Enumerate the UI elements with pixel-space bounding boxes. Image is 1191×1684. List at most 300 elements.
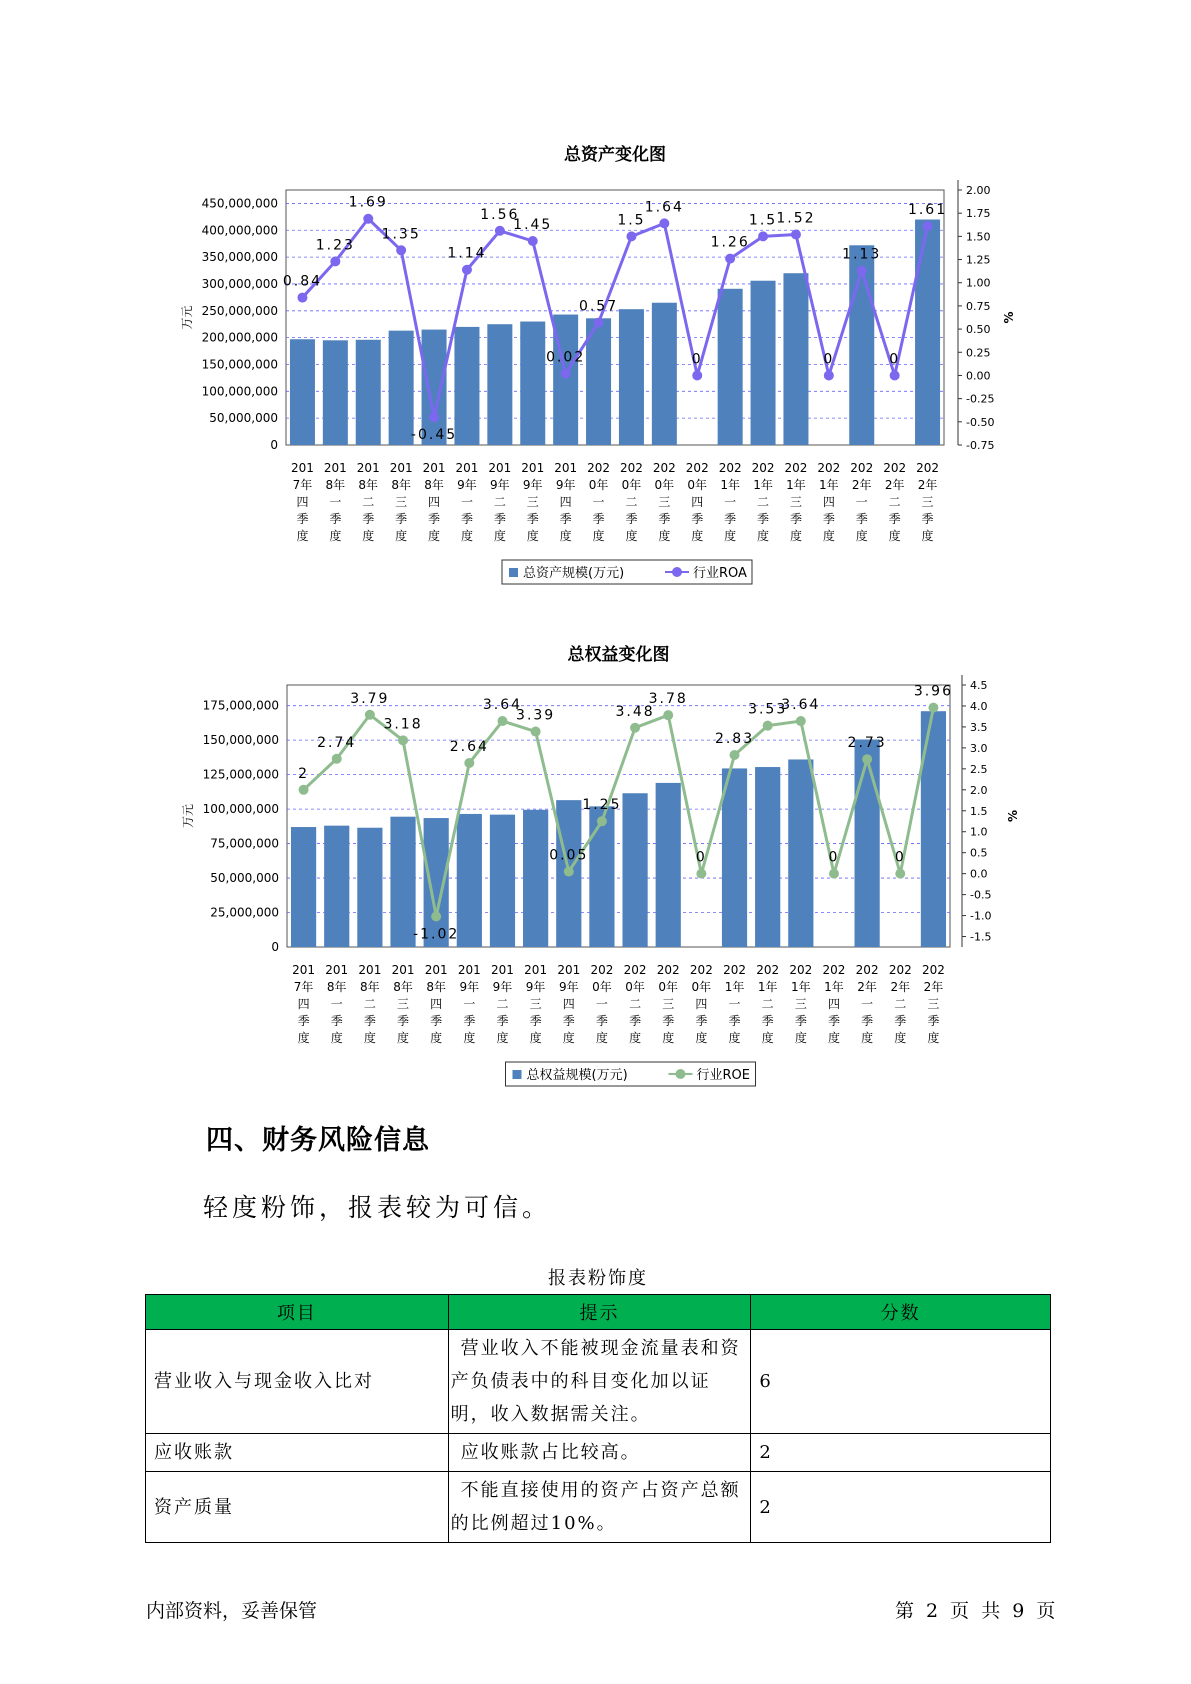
data-label: 2.74: [317, 734, 357, 751]
right-tick-label: 0.00: [966, 369, 991, 383]
left-tick-label: 250,000,000: [201, 303, 278, 318]
line-point: [696, 869, 706, 879]
right-tick-label: 0.75: [966, 299, 991, 313]
right-tick-label: -0.75: [966, 439, 995, 452]
category-label: 度: [662, 1031, 675, 1045]
right-axis-title: %: [1002, 311, 1016, 324]
category-label: 202: [789, 963, 813, 977]
category-label: 0年: [621, 478, 642, 492]
data-label: 0: [889, 351, 901, 368]
bar: [755, 767, 780, 947]
category-label: 202: [756, 963, 780, 977]
line-point: [462, 265, 472, 275]
category-label: 季: [921, 512, 934, 526]
data-label: 1.69: [348, 194, 388, 211]
category-label: 1年: [724, 980, 745, 994]
category-label: 一: [329, 495, 342, 509]
category-label: 季: [757, 512, 770, 526]
risk-table: [145, 1294, 1051, 1543]
right-tick-label: 4.0: [970, 699, 988, 713]
category-label: 9年: [492, 980, 513, 994]
right-tick-label: 0.0: [970, 867, 988, 881]
chart-title: 总权益变化图: [567, 645, 670, 665]
category-label: 季: [559, 512, 572, 526]
category-label: 9年: [522, 478, 543, 492]
data-label: 0: [691, 351, 703, 368]
row-item: 应收账款: [146, 1434, 449, 1472]
category-label: 201: [557, 963, 581, 977]
category-label: 1年: [791, 980, 811, 994]
line-point: [594, 318, 604, 328]
category-label: 度: [757, 529, 770, 543]
category-label: 二: [894, 997, 907, 1011]
category-label: 7年: [293, 980, 314, 994]
right-tick-label: 4.5: [970, 679, 988, 692]
data-label: 0.02: [546, 349, 586, 366]
data-label: 0: [695, 849, 707, 866]
data-label: 1.45: [513, 217, 553, 233]
category-label: 二: [629, 997, 642, 1011]
line-point: [528, 236, 538, 246]
legend-bar-swatch: [513, 1070, 522, 1079]
category-label: 度: [861, 1031, 874, 1045]
category-label: 三: [526, 495, 539, 509]
table-row: [146, 1330, 1051, 1434]
legend-bar-label: 总资产规模(万元): [523, 566, 625, 581]
category-label: 202: [883, 461, 907, 475]
category-label: 季: [362, 512, 375, 526]
data-label: 3.53: [748, 701, 788, 718]
data-label: 0: [828, 849, 840, 866]
line-point: [297, 293, 307, 303]
bar: [324, 826, 349, 947]
category-label: 一: [592, 495, 605, 509]
category-label: 度: [592, 529, 605, 543]
category-label: 二: [362, 495, 375, 509]
footer-confidential: 内部资料，妥善保管: [146, 1600, 318, 1622]
category-label: 9年: [490, 478, 510, 492]
data-label: 1.25: [582, 797, 622, 814]
category-label: 202: [623, 963, 647, 977]
bar: [783, 273, 808, 445]
category-label: 201: [356, 461, 380, 475]
category-label: 一: [595, 997, 608, 1011]
bar: [454, 327, 479, 445]
category-label: 度: [625, 529, 638, 543]
line-point: [630, 723, 640, 733]
category-label: 201: [292, 963, 316, 977]
left-tick-label: 400,000,000: [201, 223, 278, 238]
line-point: [824, 370, 834, 380]
category-label: 202: [916, 461, 940, 475]
data-label: 3.39: [516, 707, 556, 724]
category-label: 8年: [391, 478, 411, 492]
line-point: [730, 750, 740, 760]
right-tick-label: 2.5: [970, 762, 988, 776]
category-label: 202: [689, 963, 713, 977]
line-point: [895, 869, 905, 879]
line-point: [890, 370, 900, 380]
category-label: 201: [422, 461, 446, 475]
category-label: 四: [297, 997, 310, 1011]
category-label: 度: [296, 529, 309, 543]
category-label: 0年: [588, 478, 609, 492]
legend-line-marker: [676, 1069, 686, 1079]
line-point: [626, 231, 636, 241]
bar: [356, 340, 381, 445]
right-tick-label: 3.0: [970, 741, 988, 755]
category-label: 202: [888, 963, 912, 977]
category-label: 1年: [824, 980, 844, 994]
category-label: 201: [391, 963, 415, 977]
total-equity-chart: [0, 640, 1191, 1100]
line-point: [429, 412, 439, 422]
line-point: [363, 214, 373, 224]
category-label: 度: [329, 529, 342, 543]
category-label: 2年: [884, 478, 905, 492]
category-label: 0年: [687, 478, 708, 492]
category-label: 度: [428, 529, 441, 543]
row-hint: 不能直接使用的资产占资产总额的比例超过10%。: [448, 1472, 751, 1543]
category-label: 8年: [326, 980, 347, 994]
category-label: 季: [794, 1014, 807, 1028]
row-hint: 应收账款占比较高。: [448, 1434, 751, 1472]
category-label: 四: [691, 495, 704, 509]
right-tick-label: 1.75: [966, 207, 991, 221]
row-score: 2: [751, 1434, 1051, 1472]
bar: [389, 331, 414, 445]
category-label: 二: [493, 495, 506, 509]
category-label: 1年: [753, 478, 773, 492]
bar: [291, 827, 316, 947]
category-label: 202: [751, 461, 775, 475]
category-label: 度: [297, 1031, 310, 1045]
legend-line-label: 行业ROE: [696, 1068, 750, 1083]
row-score: 6: [751, 1330, 1051, 1434]
category-label: 9年: [555, 478, 576, 492]
category-label: 8年: [426, 980, 446, 994]
data-label: 3.64: [781, 697, 821, 714]
left-axis-title: 万元: [180, 305, 194, 330]
category-label: 四: [822, 495, 835, 509]
data-label: 2.83: [714, 731, 755, 748]
category-label: 9年: [558, 980, 579, 994]
category-label: 201: [389, 461, 413, 475]
category-label: 202: [784, 461, 808, 475]
category-label: 一: [330, 997, 343, 1011]
right-tick-label: 1.00: [966, 276, 991, 290]
right-tick-label: 1.50: [966, 230, 991, 244]
data-label: 2.64: [449, 738, 489, 755]
legend-bar-label: 总权益规模(万元): [526, 1068, 628, 1083]
line-point: [495, 226, 505, 236]
category-label: 二: [761, 997, 774, 1011]
category-label: 201: [524, 963, 548, 977]
category-label: 季: [861, 1014, 874, 1028]
section-heading: 四、财务风险信息: [206, 1125, 430, 1156]
data-label: 0: [894, 849, 906, 866]
category-label: 2年: [857, 980, 877, 994]
category-label: 季: [493, 512, 506, 526]
category-label: 三: [658, 495, 671, 509]
data-label: 0.05: [549, 847, 589, 864]
right-tick-label: 0.25: [966, 346, 991, 360]
bar: [323, 340, 348, 445]
legend-line-marker: [672, 567, 682, 577]
left-tick-label: 450,000,000: [201, 196, 278, 211]
category-label: 202: [723, 963, 746, 977]
category-label: 季: [894, 1014, 907, 1028]
data-label: 1.5: [617, 212, 646, 229]
line-point: [928, 703, 938, 713]
category-label: 8年: [424, 478, 444, 492]
category-label: 度: [927, 1031, 940, 1045]
category-label: 季: [526, 512, 539, 526]
category-label: 201: [491, 963, 514, 977]
bar: [722, 768, 747, 947]
category-label: 202: [855, 963, 879, 977]
data-label: 0.84: [282, 273, 323, 290]
bar: [490, 815, 515, 947]
category-label: 0年: [691, 980, 712, 994]
line-point: [663, 710, 673, 720]
category-label: 201: [488, 461, 512, 475]
category-label: 三: [794, 997, 807, 1011]
line-point: [597, 816, 607, 826]
left-tick-label: 100,000,000: [201, 384, 278, 399]
category-label: 一: [855, 495, 868, 509]
line-point: [923, 221, 933, 231]
bar: [718, 289, 743, 445]
category-label: 2年: [890, 980, 911, 994]
category-label: 202: [822, 963, 846, 977]
category-label: 二: [888, 495, 901, 509]
data-label: 1.26: [710, 234, 750, 251]
category-label: 201: [455, 461, 479, 475]
data-label: 1.56: [480, 206, 520, 223]
line-point: [299, 785, 309, 795]
data-label: 3.79: [350, 690, 390, 707]
line-point: [332, 754, 342, 764]
bar: [855, 739, 880, 947]
bar: [523, 810, 548, 947]
category-label: 8年: [325, 478, 346, 492]
right-tick-label: 1.0: [970, 825, 988, 839]
category-label: 度: [496, 1031, 509, 1045]
category-label: 8年: [393, 980, 413, 994]
data-label: 1.5: [748, 212, 778, 229]
category-label: 一: [463, 997, 476, 1011]
category-label: 二: [363, 997, 376, 1011]
line-point: [431, 911, 441, 921]
category-label: 度: [695, 1031, 708, 1045]
line-point: [758, 231, 768, 241]
category-label: 2年: [851, 478, 872, 492]
right-tick-label: -0.50: [966, 415, 995, 429]
row-hint: 营业收入不能被现金流量表和资产负债表中的科目变化加以证明，收入数据需关注。: [448, 1330, 751, 1434]
data-label: -1.02: [413, 926, 460, 943]
category-label: 度: [397, 1031, 410, 1045]
row-score: 2: [751, 1472, 1051, 1543]
category-label: 度: [789, 529, 802, 543]
category-label: 8年: [358, 478, 379, 492]
left-tick-label: 25,000,000: [210, 905, 279, 920]
left-tick-label: 100,000,000: [202, 802, 279, 817]
category-label: 202: [590, 963, 614, 977]
category-label: 二: [496, 997, 509, 1011]
category-label: 季: [430, 1014, 443, 1028]
data-label: 1.61: [907, 202, 948, 219]
data-label: 3.18: [383, 716, 423, 733]
category-label: 季: [496, 1014, 509, 1028]
category-label: 度: [855, 529, 868, 543]
category-label: 202: [652, 461, 676, 475]
table-row: [146, 1434, 1051, 1472]
category-label: 202: [921, 963, 945, 977]
category-label: 季: [761, 1014, 774, 1028]
bar: [589, 806, 614, 947]
total-assets-chart: [0, 0, 1191, 600]
category-label: 1年: [757, 980, 778, 994]
line-point: [561, 369, 571, 379]
right-tick-label: 2.00: [966, 184, 991, 197]
category-label: 202: [587, 461, 611, 475]
left-axis-title: 万元: [181, 803, 195, 829]
bar: [656, 783, 681, 947]
right-tick-label: 1.25: [966, 253, 991, 267]
category-label: 度: [460, 529, 473, 543]
category-label: 度: [761, 1031, 774, 1045]
data-label: 2: [298, 765, 310, 782]
row-item: 资产质量: [146, 1472, 449, 1543]
category-label: 201: [521, 461, 545, 475]
data-label: 0.57: [578, 298, 619, 315]
category-label: 季: [927, 1014, 940, 1028]
category-label: 季: [789, 512, 802, 526]
category-label: 度: [894, 1031, 907, 1045]
category-label: 度: [430, 1031, 443, 1045]
left-tick-label: 125,000,000: [202, 767, 279, 782]
left-tick-label: 300,000,000: [201, 276, 278, 291]
category-label: 四: [296, 495, 309, 509]
category-label: 三: [927, 997, 940, 1011]
right-tick-label: 1.5: [970, 804, 988, 818]
category-label: 度: [921, 529, 934, 543]
category-label: 1年: [786, 478, 806, 492]
data-label: 2.73: [847, 735, 887, 752]
category-label: 202: [656, 963, 680, 977]
category-label: 一: [724, 495, 737, 509]
data-label: 1.23: [315, 237, 355, 254]
category-label: 四: [430, 997, 443, 1011]
category-label: 四: [827, 997, 840, 1011]
category-label: 1年: [720, 478, 740, 492]
left-tick-label: 0: [271, 940, 279, 954]
category-label: 一: [460, 495, 473, 509]
category-label: 季: [691, 512, 704, 526]
category-label: 季: [529, 1014, 542, 1028]
line-point: [531, 727, 541, 737]
line-point: [659, 218, 669, 228]
header-item: 项目: [146, 1295, 449, 1330]
category-label: 度: [595, 1031, 608, 1045]
category-label: 三: [395, 495, 408, 509]
category-label: 季: [329, 512, 342, 526]
data-label: 1.64: [644, 199, 684, 216]
bar: [390, 817, 415, 947]
category-label: 四: [562, 997, 575, 1011]
category-label: 季: [397, 1014, 410, 1028]
category-label: 度: [794, 1031, 807, 1045]
category-label: 季: [592, 512, 605, 526]
category-label: 0年: [654, 478, 675, 492]
line-point: [365, 710, 375, 720]
category-label: 季: [460, 512, 473, 526]
category-label: 季: [363, 1014, 376, 1028]
bar: [520, 322, 545, 445]
category-label: 202: [817, 461, 841, 475]
bar: [915, 220, 940, 445]
category-label: 季: [297, 1014, 310, 1028]
category-label: 201: [457, 963, 481, 977]
category-label: 季: [625, 512, 638, 526]
category-label: 度: [363, 1031, 376, 1045]
category-label: 度: [658, 529, 671, 543]
data-label: 1.13: [842, 246, 882, 263]
data-label: -0.45: [410, 427, 458, 444]
right-tick-label: 3.5: [970, 720, 988, 734]
line-point: [791, 230, 801, 240]
category-label: 9年: [459, 980, 480, 994]
right-tick-label: 2.0: [970, 783, 988, 797]
legend-line-label: 行业ROA: [693, 566, 747, 581]
category-label: 202: [850, 461, 874, 475]
line-point: [725, 254, 735, 264]
category-label: 2年: [923, 980, 944, 994]
risk-summary: 轻度粉饰，报表较为可信。: [203, 1193, 552, 1222]
category-label: 季: [428, 512, 441, 526]
category-label: 季: [463, 1014, 476, 1028]
line-point: [692, 370, 702, 380]
category-label: 三: [921, 495, 934, 509]
category-label: 202: [685, 461, 709, 475]
legend-bar-swatch: [509, 568, 518, 577]
category-label: 0年: [625, 980, 645, 994]
data-label: 3.64: [482, 697, 523, 714]
header-score: 分数: [751, 1295, 1051, 1330]
category-label: 季: [724, 512, 737, 526]
category-label: 度: [493, 529, 506, 543]
right-tick-label: -0.5: [970, 888, 992, 902]
right-tick-label: -0.25: [966, 392, 995, 406]
category-label: 季: [728, 1014, 741, 1028]
category-label: 0年: [658, 980, 679, 994]
category-label: 201: [358, 963, 382, 977]
right-tick-label: -1.5: [970, 930, 992, 944]
line-point: [763, 721, 773, 731]
category-label: 度: [395, 529, 408, 543]
left-tick-label: 50,000,000: [210, 871, 279, 886]
category-label: 三: [397, 997, 410, 1011]
category-label: 度: [822, 529, 835, 543]
category-label: 0年: [592, 980, 612, 994]
chart-title: 总资产变化图: [564, 145, 666, 165]
category-label: 季: [595, 1014, 608, 1028]
bar: [357, 828, 382, 947]
category-label: 度: [529, 1031, 542, 1045]
category-label: 季: [822, 512, 835, 526]
left-tick-label: 75,000,000: [210, 836, 279, 851]
